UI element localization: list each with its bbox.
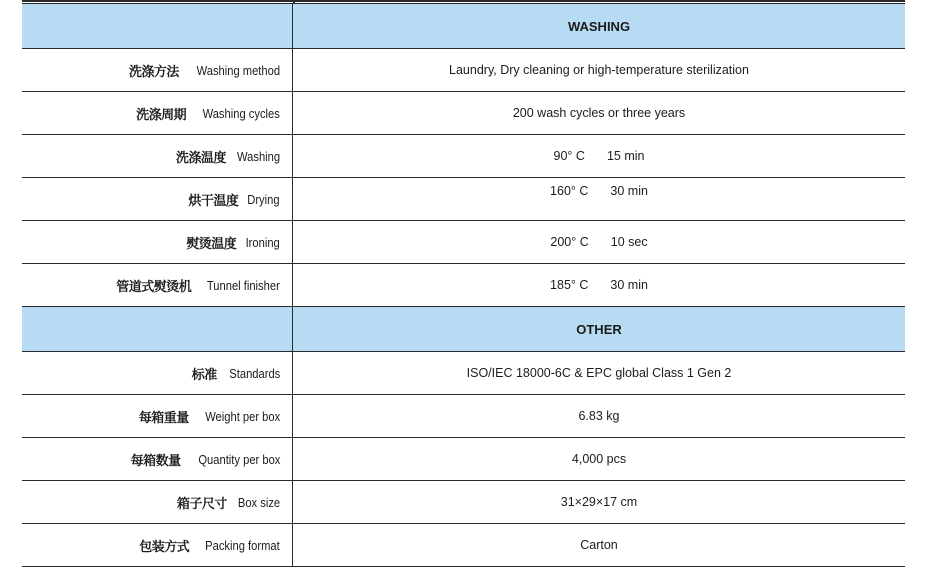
duration-value: 30 min: [610, 184, 648, 198]
table-row: [22, 352, 905, 395]
duration-value: 30 min: [610, 278, 648, 292]
row-label: [22, 438, 293, 480]
label-zh: 每箱数量: [130, 452, 181, 468]
section-header-other: [22, 307, 905, 352]
row-label: [22, 49, 293, 91]
label-en: Quantity per box: [197, 451, 280, 467]
row-label: [22, 524, 293, 566]
label-zh: 标准: [191, 366, 217, 382]
temperature-value: 200° C: [550, 235, 589, 249]
label-en: Washing method: [196, 62, 280, 78]
table-row: [22, 438, 905, 481]
label-en: Box size: [237, 494, 280, 510]
label-zh: 烘干温度: [188, 192, 239, 208]
row-value: 6.83 kg: [578, 409, 620, 423]
temperature-value: 90° C: [553, 149, 585, 163]
label-en: Tunnel finisher: [207, 277, 280, 293]
section-title-washing: WASHING: [567, 18, 631, 34]
table-row: [22, 524, 905, 567]
row-value: 4,000 pcs: [571, 452, 627, 466]
label-en: Drying: [247, 191, 280, 207]
row-value: [293, 264, 905, 306]
table-row: [22, 395, 905, 438]
row-label: [22, 395, 293, 437]
label-zh: 包装方式: [139, 538, 190, 554]
row-label: [22, 264, 293, 306]
table-row: [22, 49, 905, 92]
label-en: Washing: [236, 148, 280, 164]
row-value: [293, 135, 905, 177]
label-zh: 洗涤温度: [175, 149, 226, 165]
label-zh: 洗涤周期: [136, 106, 187, 122]
table-row: [22, 178, 905, 221]
section-header-label-cell: [22, 307, 293, 351]
row-value: [293, 221, 905, 263]
row-value: ISO/IEC 18000-6C & EPC global Class 1 Gen 2: [466, 366, 732, 380]
spec-table: [22, 0, 905, 567]
row-label: [22, 352, 293, 394]
row-label: [22, 135, 293, 177]
row-value: [293, 178, 905, 220]
table-row: [22, 92, 905, 135]
duration-value: 10 sec: [610, 235, 648, 249]
section-header-label-cell: [22, 4, 293, 48]
column-divider-top: [293, 0, 295, 4]
label-en: Ironing: [245, 234, 280, 250]
label-en: Weight per box: [205, 408, 280, 424]
row-value: 200 wash cycles or three years: [512, 106, 686, 120]
table-row: [22, 221, 905, 264]
section-header-washing: [22, 3, 905, 49]
table-row: [22, 135, 905, 178]
row-value: Carton: [580, 538, 618, 552]
row-label: [22, 221, 293, 263]
table-row: [22, 264, 905, 307]
section-title-other: OTHER: [576, 321, 622, 337]
label-en: Washing cycles: [202, 105, 280, 121]
row-value: Laundry, Dry cleaning or high-temperature sterilization: [449, 63, 749, 77]
row-label: [22, 178, 293, 220]
duration-value: 15 min: [606, 149, 645, 163]
label-en: Packing format: [205, 537, 280, 553]
label-zh: 管道式熨烫机: [116, 278, 192, 294]
row-label: [22, 92, 293, 134]
label-zh: 箱子尺寸: [176, 495, 227, 511]
label-zh: 每箱重量: [138, 409, 189, 425]
label-zh: 熨烫温度: [186, 235, 237, 251]
temperature-value: 185° C: [550, 278, 589, 292]
row-value: 31×29×17 cm: [560, 495, 638, 509]
label-zh: 洗涤方法: [128, 63, 179, 79]
label-en: Standards: [229, 365, 280, 381]
row-label: [22, 481, 293, 523]
temperature-value: 160° C: [550, 184, 589, 198]
table-row: [22, 481, 905, 524]
